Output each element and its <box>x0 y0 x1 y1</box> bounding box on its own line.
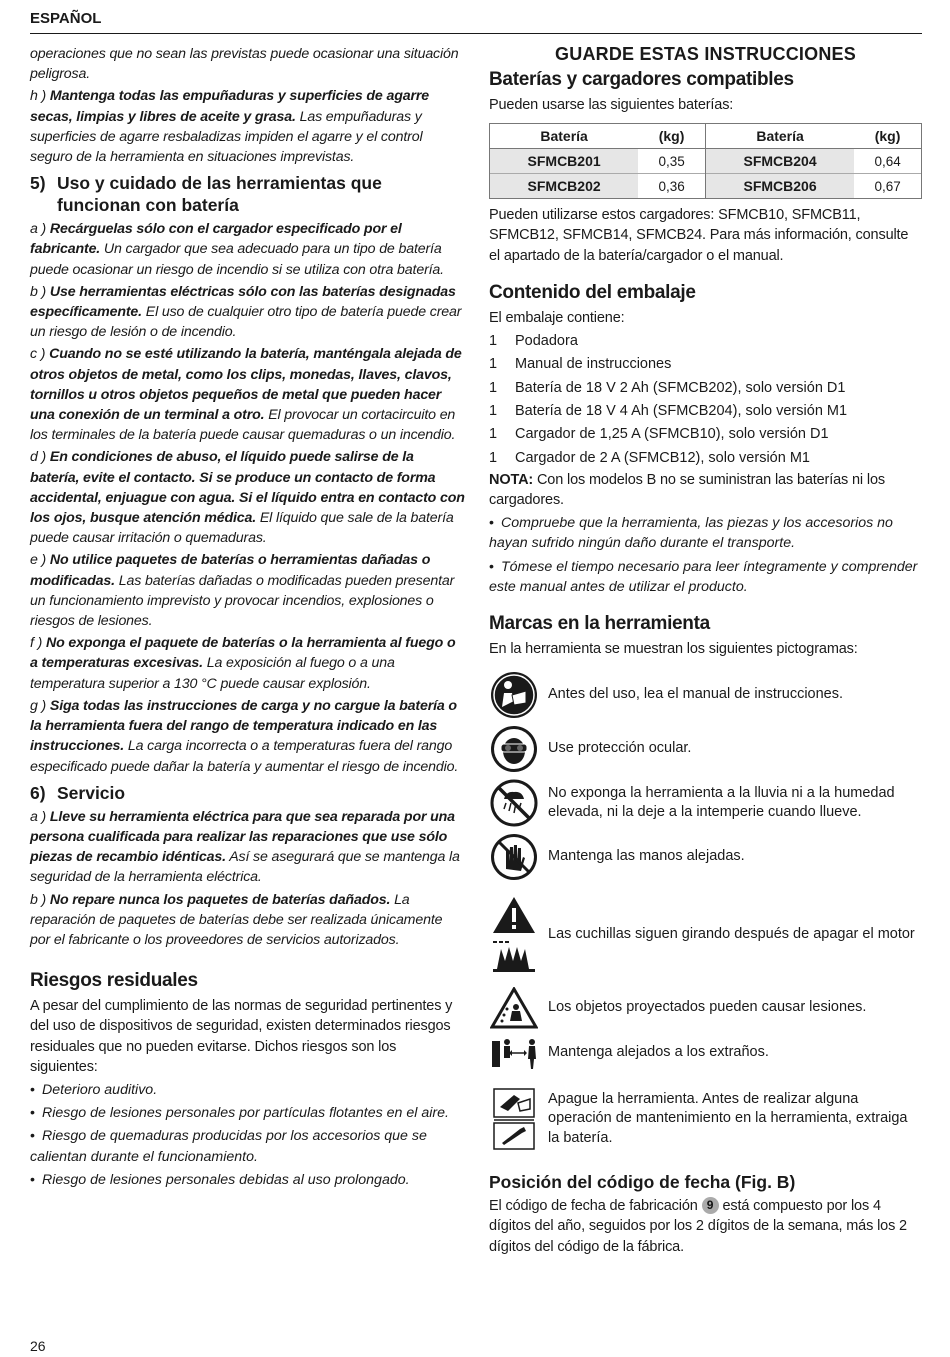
pictogram-text: Apague la herramienta. Antes de realizar alguna operación de mantenimiento en la herramienta, extraiga la batería. <box>548 1090 908 1146</box>
list-item: 1 Cargador de 2 A (SFMCB12), solo versión M1 <box>489 449 810 466</box>
tool-markings-intro: En la herramienta se muestran los siguientes pictogramas: <box>489 641 858 658</box>
rule-5b: b ) Use herramientas eléctricas sólo con las baterías designadas específicamente. El uso de cualquier otro tipo de batería puede crear un riesgo de lesión o de incendio. <box>30 283 462 341</box>
list-item: • Compruebe que la herramienta, las piezas y los accesorios no hayan sufrido ningún daño durante el transporte. <box>489 515 893 552</box>
rule-5g: g ) Siga todas las instrucciones de carga y no cargue la batería o la herramienta fuera del rango de temperatura indicado en las instrucciones. La carga incorrecta o a temperaturas fuera del rango especificado puede dañar la batería y aumentar el riesgo de incendio. <box>30 697 459 775</box>
callout-number: 9 <box>702 1197 719 1214</box>
pictogram-row <box>489 833 922 881</box>
residual-risks-heading: Riesgos residuales <box>30 970 198 992</box>
batteries-heading: Baterías y cargadores compatibles <box>489 69 794 90</box>
pictogram-text: Mantenga las manos alejadas. <box>548 848 745 865</box>
list-item: 1 Batería de 18 V 2 Ah (SFMCB202), solo versión D1 <box>489 379 846 396</box>
rule-h: h ) Mantenga todas las empuñaduras y superficies de agarre secas, limpias y libres de aceite y grasa. Las empuñaduras y superficies de agarre resbaladizas impiden el agarre y el control seguro de la herramienta en situaciones imprevistas. <box>30 88 429 166</box>
battery-table <box>489 123 922 199</box>
right-column <box>489 44 922 1257</box>
list-item: • Riesgo de quemaduras producidas por los accesorios que se calientan durante el funcionamiento. <box>30 1128 427 1165</box>
pictogram-text: Las cuchillas siguen girando después de apagar el motor <box>548 926 915 943</box>
list-item: 1 Manual de instrucciones <box>489 356 672 373</box>
table-row: SFMCB201 0,35 SFMCB204 0,64 <box>490 149 922 174</box>
keep-bystanders-away-icon <box>489 1035 539 1071</box>
page-header <box>30 10 922 34</box>
pictogram-text: Antes del uso, lea el manual de instrucciones. <box>548 686 844 703</box>
chargers-text: Pueden utilizarse estos cargadores: SFMCB10, SFMCB11, SFMCB12, SFMCB14, SFMCB24. Para más información, consulte el apartado de la batería/cargador o el manual. <box>489 207 909 264</box>
rule-6b: b ) No repare nunca los paquetes de baterías dañados. La reparación de paquetes de baterías debe ser realizada únicamente por el fabricante o los proveedores de servicios autorizados. <box>30 891 443 948</box>
pictogram-row <box>489 1087 922 1151</box>
read-manual-icon <box>489 671 539 719</box>
pictogram-text: Mantenga alejados a los extraños. <box>548 1044 769 1061</box>
package-intro: El embalaje contiene: <box>489 309 625 326</box>
pictogram-row <box>489 987 922 1029</box>
residual-risks-intro: A pesar del cumplimiento de las normas de seguridad pertinentes y del uso de dispositivos de seguridad, existen determinados riesgos residuales que no pueden evitarse. Dichos riesgos son los siguientes: <box>30 998 453 1075</box>
section-5-heading: 5) Uso y cuidado de las herramientas que funcionan con batería <box>30 173 382 216</box>
list-item: • Deterioro auditivo. <box>30 1081 158 1098</box>
batteries-intro: Pueden usarse las siguientes baterías: <box>489 97 734 113</box>
thrown-objects-warning-icon <box>489 987 539 1029</box>
table-row: SFMCB202 0,36 SFMCB206 0,67 <box>490 174 922 199</box>
list-item: 1 Podadora <box>489 333 578 350</box>
pictogram-row <box>489 725 922 773</box>
pictogram-row <box>489 779 922 827</box>
list-item: • Riesgo de lesiones personales debidas al uso prolongado. <box>30 1171 410 1188</box>
package-contents-heading: Contenido del embalaje <box>489 281 696 303</box>
blades-rotating-warning-icon <box>489 895 539 975</box>
rule-5f: f ) No exponga el paquete de baterías o la herramienta al fuego o a temperaturas excesivas. La exposición al fuego o a una temperatura superior a 130 °C puede causar explosión. <box>30 635 456 692</box>
rule-5d: d ) En condiciones de abuso, el líquido puede salirse de la batería, evite el contacto. Si se produce un contacto de forma accidental, enjuague con agua. Si el líquido entra en contacto con los ojos, busque atención médica. El líquido que sale de la batería puede causar irritación o quemaduras. <box>30 449 465 547</box>
eye-protection-icon <box>489 725 539 773</box>
date-code-heading: Posición del código de fecha (Fig. B) <box>489 1172 796 1193</box>
table-header: (kg) <box>854 124 921 149</box>
tool-markings-heading: Marcas en la herramienta <box>489 613 710 635</box>
left-column <box>30 44 465 1193</box>
remove-battery-maintenance-icon <box>489 1087 539 1151</box>
rule-5e: e ) No utilice paquetes de baterías o herramientas dañadas o modificadas. Las baterías dañadas o modificadas pueden presentar un funcionamiento imprevisto y provocar incendios, explosiones o riesgos de lesiones. <box>30 552 455 630</box>
pictogram-text: Use protección ocular. <box>548 740 692 757</box>
paragraph-continued: operaciones que no sean las previstas puede ocasionar una situación peligrosa. <box>30 46 459 83</box>
no-rain-icon <box>489 779 539 827</box>
note: NOTA: Con los modelos B no se suministran las baterías ni los cargadores. <box>489 471 885 508</box>
rule-5a: a ) Recárguelas sólo con el cargador especificado por el fabricante. Un cargador que sea adecuado para un tipo de batería puede ocasionar un riesgo de incendio si se utiliza con otra batería. <box>30 221 444 278</box>
pictogram-text: No exponga la herramienta a la lluvia ni a la humedad elevada, ni la deje a la intemperie cuando llueve. <box>548 784 895 821</box>
pictogram-row <box>489 1035 922 1071</box>
section-6-heading: 6) Servicio <box>30 782 126 803</box>
keep-hands-away-icon <box>489 833 539 881</box>
list-item: 1 Cargador de 1,25 A (SFMCB10), solo versión D1 <box>489 426 829 443</box>
table-header: Batería <box>490 124 639 149</box>
rule-5c: c ) Cuando no se esté utilizando la batería, manténgala alejada de otros objetos de metal, como los clips, monedas, llaves, clavos, tornillos u otros objetos pequeños de metal que pueden hacer una conexión de un terminal a otro. El provocar un cortacircuito en los terminales de la batería puede causar quemaduras o un incendio. <box>30 346 462 444</box>
pictogram-text: Los objetos proyectados pueden causar lesiones. <box>548 999 867 1016</box>
pictogram-row <box>489 895 922 975</box>
language-label: ESPAÑOL <box>30 10 102 27</box>
list-item: 1 Batería de 18 V 4 Ah (SFMCB204), solo versión M1 <box>489 402 848 419</box>
table-header: (kg) <box>638 124 705 149</box>
list-item: • Riesgo de lesiones personales por partículas flotantes en el aire. <box>30 1105 449 1122</box>
list-item: • Tómese el tiempo necesario para leer íntegramente y comprender este manual antes de utilizar el producto. <box>489 558 918 595</box>
save-instructions-title: GUARDE ESTAS INSTRUCCIONES <box>555 44 856 64</box>
date-code-text: El código de fecha de fabricación 9 está compuesto por los 4 dígitos del año, seguidos por los 2 dígitos de la semana, más los 2 dígitos del código de la fábrica. <box>489 1198 907 1255</box>
rule-6a: a ) Lleve su herramienta eléctrica para que sea reparada por una persona cualificada para realizar las reparaciones que use sólo piezas de recambio idénticas. Así se asegurará que se mantenga la seguridad de la herramienta eléctrica. <box>30 808 460 886</box>
page-number: 26 <box>30 1338 46 1354</box>
pictogram-row <box>489 671 922 719</box>
table-header: Batería <box>705 124 854 149</box>
